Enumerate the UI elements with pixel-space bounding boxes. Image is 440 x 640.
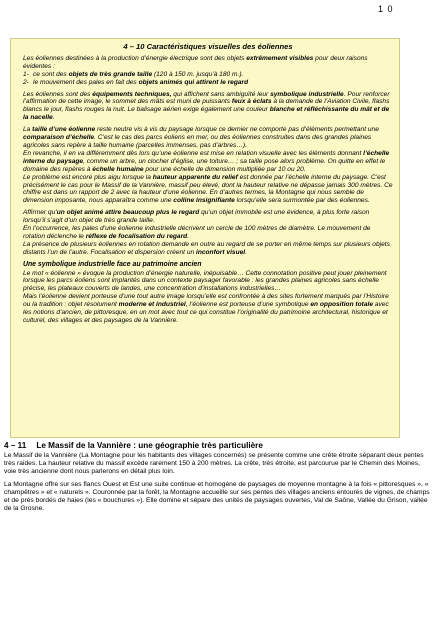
emphasis-text: inconfort visuel — [196, 248, 246, 256]
section-paragraph: Le Massif de la Vannière (La Montagne pour les habitants des villages concernés) se présente comme une crête étroite séparant deux pentes très raides. La hauteur relative du massif excède rarement 150 à 200 mètres. La crête, très étroite, est parcourue par le Chemin des Moines, voie très ancienne dont nous parlerons en détail plus loin. — [4, 452, 424, 475]
emphasis-text: feux à éclats — [231, 98, 272, 106]
emphasis-text: blanche et réfléchissante du mât et de la nacelle — [23, 106, 390, 122]
text-run: lorsqu’elle sera surmontée par des éoliennes. — [234, 197, 370, 205]
section-paragraph: La Montagne offre sur ses flancs Ouest et Est une suite continue et homogène de paysages de moyenne montagne à la fois « pittoresques », « champêtres » et « naturels ». Couronnée par la forêt, la Montagne accueille sur ses pentes des villages anciens entourés de vignes, de champs et de prés bordés de haies (les « bouchures »). Elle domine et sépare des unités de paysages ouvertes, Val de Saône, Vallée du Grison, vallée de la Grosne. — [4, 481, 430, 512]
section-4-11 — [4, 438, 432, 518]
text-run: Mais l’éolienne devient porteuse d’une tout autre image lorsqu’elle est confrontée à des sites fortement marqués par l’Histoire ou la tradition : objet résolument — [23, 293, 389, 309]
text-run: le mouvement des pales en fait des — [33, 78, 139, 86]
list-item — [23, 79, 393, 87]
highlight-box — [10, 38, 400, 438]
text-run: (120 à 150 m. jusqu’à 180 m.). — [152, 70, 244, 78]
page-number: 1 0 — [378, 4, 394, 14]
text-run: . — [245, 248, 247, 256]
emphasis-text: un objet animé attire beaucoup plus le regard — [56, 209, 200, 217]
list-item-text — [33, 71, 243, 79]
emphasis-text: extrêmement visibles — [246, 54, 314, 62]
emphasis-text: objets animés qui attirent le regard — [138, 78, 249, 86]
list-item-number: 2- — [23, 78, 29, 86]
list-item — [23, 71, 393, 79]
section-title-text: Le Massif de la Vannière : une géographie très particulière — [36, 441, 263, 450]
text-run: qui affichent sans ambiguïté leur — [171, 90, 271, 98]
text-run: . — [52, 114, 55, 122]
text-run: La — [23, 126, 33, 134]
box-paragraph — [23, 225, 393, 241]
box-paragraph — [23, 209, 393, 225]
emphasis-text: colline insignifiante — [173, 197, 235, 205]
emphasis-text: objets de très grande taille — [68, 70, 153, 78]
emphasis-text: symbolique industrielle — [270, 90, 344, 98]
emphasis-text: en opposition totale — [310, 301, 374, 309]
box-paragraph — [23, 150, 393, 174]
text-run: , l’éolienne est porteuse d’une symbolique — [185, 301, 311, 309]
box-paragraph — [23, 91, 393, 123]
emphasis-text: équipements techniques, — [92, 90, 172, 98]
emphasis-text: moderne et industriel — [118, 301, 186, 309]
text-run: . C’est le cas des parcs éoliens en mer, ou des éoliennes construites dans des grandes plaines agricoles sans repère à taille humaine (parcelles immenses, pas d’arbres…). — [23, 134, 372, 149]
text-run: . — [187, 232, 190, 240]
emphasis-text: taille d’une éolienne — [32, 126, 96, 134]
emphasis-text: échelle humaine — [92, 165, 144, 173]
text-run: Le mot « éolienne » évoque la production d’énergie naturelle, inépuisable… Cette connotation positive peut jouer pleinement lorsque les parcs éoliens sont implantés dans un contexte paysager favorable : les grandes plaines agricoles sans échelle précise, les plateaux couverts de landes, une concentration d’installations industrielles… — [23, 269, 387, 293]
text-run: Affirmer qu’ — [23, 209, 57, 217]
list-item-text — [33, 79, 248, 87]
text-run: est donnée par l’échelle interne du paysage. C’est précisément le cas pour le Massif de la Vannière, massif peu élevé, dont la hauteur relative ne dépasse jamais 300 mètres. Ce chiffre est dans un rapport de 2 avec la hauteur d’une éolienne. En d’autres termes, la Montagne qui nous semble de dimension imposante, nous apparaîtra comme une — [23, 173, 393, 205]
text-run: reste neutre vis à vis du paysage lorsque ce dernier ne comporte pas d’éléments permettant une — [95, 126, 379, 134]
text-run: Le problème est encore plus aigu lorsque la — [23, 173, 153, 181]
text-run: pour deux raisons évidentes : — [23, 54, 368, 70]
text-run: Les éoliennes destinées à la production d’énergie électrique sont des objets — [23, 54, 247, 62]
emphasis-text: l’échelle interne du paysage — [23, 149, 390, 165]
box-paragraph — [23, 55, 393, 71]
box-paragraph — [23, 174, 393, 206]
list-item-number: 1- — [23, 70, 29, 78]
text-run: , comme un arbre, un clocher d’église, une toiture… ; sa taille pose alors problème. On quitte en effet le domaine des repères à — [23, 157, 386, 173]
text-run: ce sont des — [33, 70, 69, 78]
box-paragraph — [23, 293, 393, 325]
text-run: avec les notions d’ancien, de pittoresque, en un mot avec tout ce qui constitue l’originalité du patrimoine architectural, historique et culturel, des villages et des paysages de la Vannière. — [23, 301, 389, 324]
emphasis-text: hauteur apparente du relief — [152, 173, 238, 181]
text-run: La présence de plusieurs éoliennes en rotation demande en outre au regard de se porter en même temps sur plusieurs objets distants l’un de l’autre. Focalisation et dispersion créent un — [23, 240, 390, 256]
box-subheading: Une symbolique industrielle face au patrimoine ancien — [23, 260, 202, 268]
section-number: 4 – 11 — [4, 441, 27, 450]
text-run: qu’un objet immobile est une évidence, à plus forte raison lorsqu’il s’agit d’un objet de très grande taille. — [23, 209, 370, 225]
emphasis-text: réflexe de focalisation du regard — [85, 232, 188, 240]
box-paragraph — [23, 270, 393, 294]
text-run: Les éoliennes sont des — [23, 90, 93, 98]
text-run: à la demande de l’Aviation Civile, flashs blancs le jour, flashs rouges la nuit. Le balisage aérien exige également une couleur — [23, 98, 390, 114]
box-title: 4 – 10 Caractéristiques visuelles des éoliennes — [123, 42, 293, 51]
text-run: pour une échelle de dimension multipliée par 10 ou 20. — [143, 165, 306, 173]
text-run: En revanche, il en va différemment dès lors qu’une éolienne est mise en relation visuelle avec les éléments donnant — [23, 149, 364, 157]
section-title — [4, 442, 432, 450]
text-run: . Pour renforcer l’affirmation de cette image, le sommet des mâts est muni de puissants — [23, 90, 390, 106]
box-paragraph — [23, 126, 393, 150]
emphasis-text: comparaison d’échelle — [23, 134, 95, 142]
text-run: En l’occurrence, les pales d’une éolienne industrielle décrivent un cercle de 100 mètres de diamètre. Le mouvement de rotation déclenche le — [23, 225, 371, 240]
box-paragraph — [23, 241, 393, 257]
